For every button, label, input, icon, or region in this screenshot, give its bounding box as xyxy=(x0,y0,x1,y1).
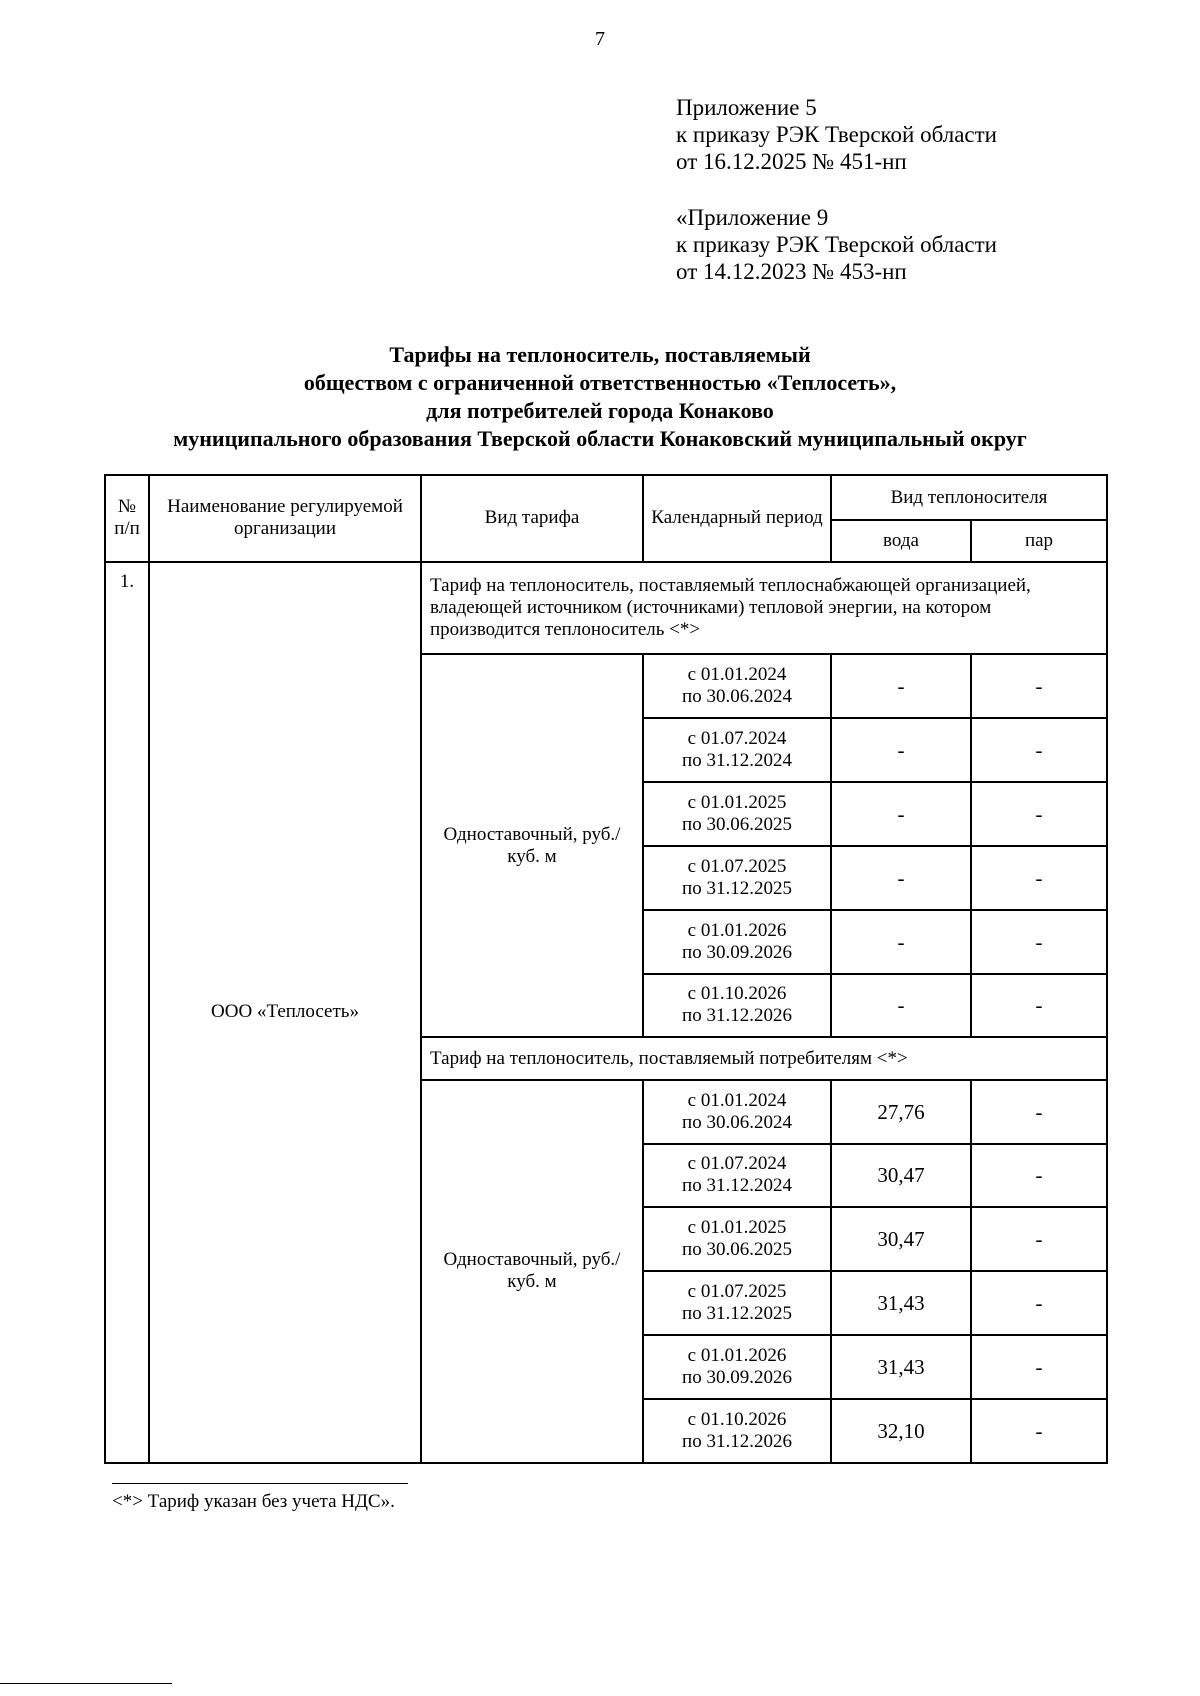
calendar-period xyxy=(643,846,831,910)
steam-tariff-value: - xyxy=(971,1207,1107,1271)
calendar-period xyxy=(643,1144,831,1208)
period-end: по 31.12.2025 xyxy=(682,877,792,899)
water-tariff-value: 30,47 xyxy=(831,1144,971,1208)
period-end: по 31.12.2026 xyxy=(682,1430,792,1452)
water-tariff-value: 31,43 xyxy=(831,1271,971,1335)
period-end: по 31.12.2025 xyxy=(682,1303,792,1325)
period-end: по 31.12.2024 xyxy=(682,1175,792,1197)
calendar-period xyxy=(643,1207,831,1271)
steam-tariff-value: - xyxy=(971,846,1107,910)
period-start: с 01.01.2025 xyxy=(687,791,787,813)
steam-tariff-value: - xyxy=(971,1271,1107,1335)
appendix-line: от 16.12.2025 № 451-нп xyxy=(676,149,907,174)
water-tariff-value: - xyxy=(831,910,971,974)
period-end: по 31.12.2026 xyxy=(682,1005,792,1027)
period-end: по 30.06.2024 xyxy=(682,1111,792,1133)
steam-tariff-value: - xyxy=(971,910,1107,974)
page-number: 7 xyxy=(595,28,605,50)
water-tariff-value: - xyxy=(831,782,971,846)
calendar-period xyxy=(643,654,831,718)
quoted-appendix-reference xyxy=(676,204,997,285)
period-start: с 01.10.2026 xyxy=(687,1408,787,1430)
tariff-table xyxy=(104,474,1108,1464)
title-line: для потребителей города Конаково xyxy=(426,398,774,423)
period-start: с 01.01.2025 xyxy=(687,1217,787,1239)
period-end: по 30.06.2025 xyxy=(682,1239,792,1261)
calendar-period xyxy=(643,910,831,974)
header-tariff-type: Вид тарифа xyxy=(421,475,643,562)
appendix-reference xyxy=(676,94,997,175)
tariff-section-title: Тариф на теплоноситель, поставляемый потребителям <*> xyxy=(421,1037,1107,1079)
appendix-line: к приказу РЭК Тверской области xyxy=(676,232,997,257)
water-tariff-value: - xyxy=(831,974,971,1038)
page-bottom-divider xyxy=(0,1683,172,1684)
steam-tariff-value: - xyxy=(971,718,1107,782)
calendar-period xyxy=(643,1080,831,1144)
calendar-period xyxy=(643,718,831,782)
header-heat-carrier: Вид теплоносителя xyxy=(831,475,1107,520)
header-num: № п/п xyxy=(105,475,149,562)
document-title xyxy=(0,341,1200,453)
appendix-line: к приказу РЭК Тверской области xyxy=(676,122,997,147)
water-tariff-value: 30,47 xyxy=(831,1207,971,1271)
calendar-period xyxy=(643,1335,831,1399)
title-line: обществом с ограниченной ответственностью «Теплосеть», xyxy=(303,370,897,395)
water-tariff-value: 31,43 xyxy=(831,1335,971,1399)
period-end: по 30.06.2025 xyxy=(682,813,792,835)
water-tariff-value: - xyxy=(831,718,971,782)
calendar-period xyxy=(643,1271,831,1335)
steam-tariff-value: - xyxy=(971,1144,1107,1208)
period-start: с 01.01.2026 xyxy=(687,1345,787,1366)
period-start: с 01.01.2024 xyxy=(687,1089,787,1111)
appendix-line: «Приложение 9 xyxy=(676,205,829,230)
water-tariff-value: 32,10 xyxy=(831,1399,971,1463)
header-organization: Наименование регулируемой организации xyxy=(149,475,421,562)
period-start: с 01.07.2025 xyxy=(687,1281,787,1303)
header-steam: пар xyxy=(971,520,1107,561)
row-number: 1. xyxy=(105,562,149,1463)
period-end: по 30.06.2024 xyxy=(682,686,792,708)
header-period: Календарный период xyxy=(643,475,831,562)
title-line: Тарифы на теплоноситель, поставляемый xyxy=(389,342,811,367)
calendar-period xyxy=(643,1399,831,1463)
period-start: с 01.01.2024 xyxy=(687,664,787,686)
tariff-section-title: Тариф на теплоноситель, поставляемый теплоснабжающей организацией, владеющей источником (источниками) тепловой энергии, на котором производится теплоноситель <*> xyxy=(421,562,1107,655)
period-end: по 30.09.2026 xyxy=(682,1367,792,1388)
footnote-divider xyxy=(112,1483,408,1484)
period-start: с 01.10.2026 xyxy=(687,983,787,1005)
water-tariff-value: 27,76 xyxy=(831,1080,971,1144)
period-end: по 30.09.2026 xyxy=(682,941,792,963)
steam-tariff-value: - xyxy=(971,782,1107,846)
calendar-period xyxy=(643,782,831,846)
steam-tariff-value: - xyxy=(971,654,1107,718)
water-tariff-value: - xyxy=(831,654,971,718)
steam-tariff-value: - xyxy=(971,1335,1107,1399)
calendar-period xyxy=(643,974,831,1038)
header-water: вода xyxy=(831,520,971,561)
appendix-line: Приложение 5 xyxy=(676,95,817,120)
period-start: с 01.07.2024 xyxy=(687,1153,787,1175)
period-start: с 01.07.2025 xyxy=(687,855,787,877)
organization-name: ООО «Теплосеть» xyxy=(149,562,421,1463)
tariff-type: Одноставочный, руб./куб. м xyxy=(421,1080,643,1463)
steam-tariff-value: - xyxy=(971,974,1107,1038)
title-line: муниципального образования Тверской области Конаковский муниципальный округ xyxy=(173,426,1027,451)
appendix-line: от 14.12.2023 № 453-нп xyxy=(676,259,907,284)
period-start: с 01.01.2026 xyxy=(687,919,787,941)
steam-tariff-value: - xyxy=(971,1399,1107,1463)
tariff-type: Одноставочный, руб./куб. м xyxy=(421,654,643,1037)
period-start: с 01.07.2024 xyxy=(687,728,787,750)
period-end: по 31.12.2024 xyxy=(682,750,792,772)
steam-tariff-value: - xyxy=(971,1080,1107,1144)
water-tariff-value: - xyxy=(831,846,971,910)
footnote: <*> Тариф указан без учета НДС». xyxy=(112,1491,395,1512)
